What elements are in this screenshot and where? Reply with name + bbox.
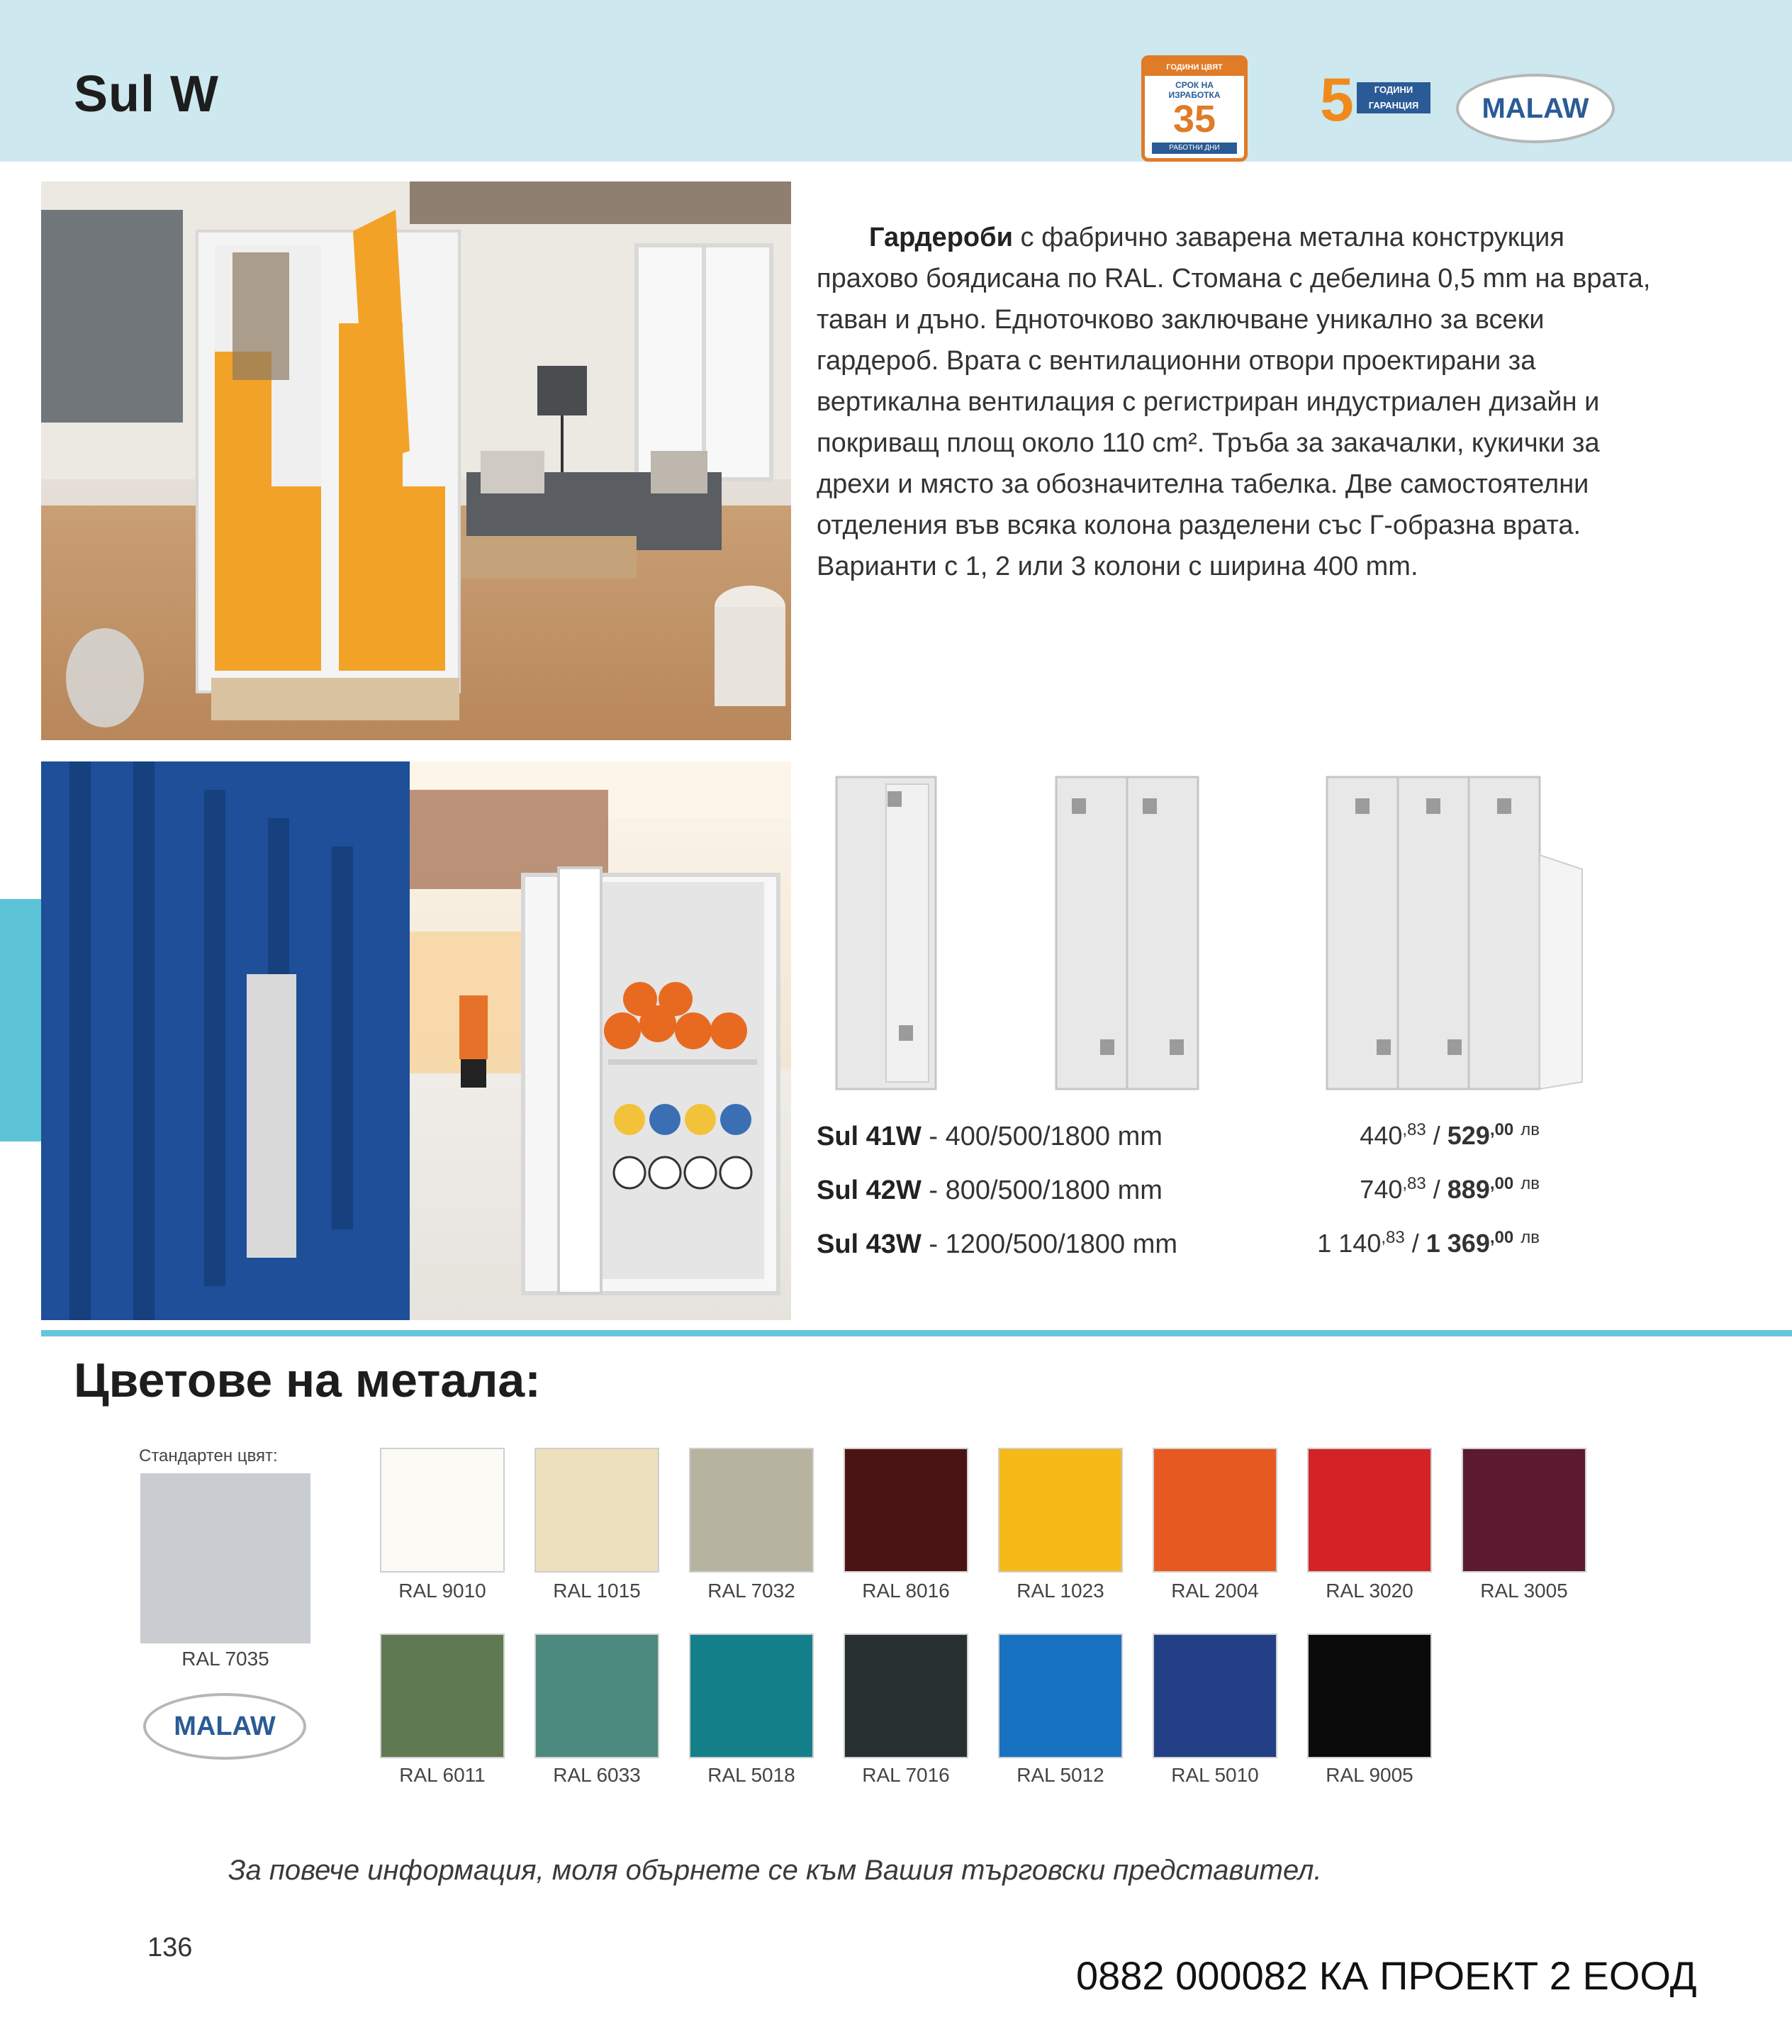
- swatch-ral-5010: [1153, 1633, 1277, 1758]
- currency: лв: [1521, 1120, 1540, 1139]
- model-dims: - 1200/500/1800 mm: [921, 1229, 1178, 1259]
- swatch-label: RAL 9010: [398, 1580, 486, 1602]
- living-room-illustration: [41, 181, 791, 740]
- production-time-badge: [1141, 55, 1248, 162]
- price-old: 1 140: [1317, 1229, 1382, 1258]
- price-new-decimals: ,00: [1489, 1120, 1514, 1139]
- price-old: 440: [1360, 1121, 1403, 1150]
- swatch-label: RAL 2004: [1171, 1580, 1259, 1602]
- currency: лв: [1521, 1228, 1540, 1247]
- locker-sul-41w: [836, 777, 936, 1089]
- swatch-label: RAL 1023: [1017, 1580, 1104, 1602]
- badge-days: 35: [1172, 98, 1216, 140]
- spec-row: [817, 1175, 1163, 1206]
- locker-room-illustration: [41, 761, 791, 1320]
- badge-mid-text: СРОК НА ИЗРАБОТКА: [1168, 80, 1221, 100]
- spec-row: [817, 1122, 1163, 1152]
- product-description: [817, 217, 1667, 587]
- model-dims: - 800/500/1800 mm: [921, 1175, 1163, 1205]
- standard-color-label: Стандартен цвят:: [139, 1446, 278, 1465]
- swatch-ral-1023: [998, 1448, 1123, 1573]
- price-old-decimals: ,83: [1402, 1174, 1426, 1193]
- description-lead: Гардероби: [869, 223, 1013, 252]
- price-new: 889: [1447, 1175, 1490, 1204]
- swatch-ral-9005: [1307, 1633, 1432, 1758]
- swatch-ral-7016: [844, 1633, 968, 1758]
- description-text: с фабрично заварена метална конструкция прахово боядисана по RAL. Стомана с дебелина 0,5 mm на врата, таван и дъно. Едноточково заключване уникално за всеки гардероб. Врата с вентилационни отвори проектирани за вертикална вентилация с регистриран индустриален дизайн и покриващ площ около 110 cm². Тръба за закачалки, кукички за дрехи и място за обозначителна табелка. Две самостоятелни отделения във всяка колона разделени със Г-образна врата. Варианти с 1, 2 или 3 колони с ширина 400 mm.: [817, 223, 1651, 581]
- model-name: Sul 42W: [817, 1175, 922, 1205]
- section-divider: [41, 1330, 1792, 1336]
- living-room-photo: [41, 181, 791, 740]
- price-new: 1 369: [1426, 1229, 1490, 1258]
- brand-logo-small: MALAW: [143, 1693, 306, 1760]
- price-row: $740^{,83} / 889^{,00}$ $^{лв}$: [1360, 1174, 1540, 1204]
- contact-footer: 0882 000082 КА ПРОЕКТ 2 ЕООД: [1076, 1953, 1697, 1998]
- warranty-number: 5: [1320, 66, 1354, 134]
- model-name: Sul 41W: [817, 1122, 922, 1151]
- colors-title: Цветове на метала:: [74, 1353, 541, 1407]
- price-new-decimals: ,00: [1489, 1174, 1514, 1193]
- page-number: 136: [147, 1933, 193, 1962]
- swatch-label: RAL 5010: [1171, 1764, 1259, 1786]
- swatch-ral-5018: [689, 1633, 814, 1758]
- warranty-text: ГОДИНИ ГАРАНЦИЯ: [1357, 82, 1430, 113]
- swatch-standard: [140, 1473, 310, 1643]
- price-row: 1 $140^{,83} / 1$ $369^{,00}$ $^{лв}$: [1317, 1228, 1540, 1258]
- swatch-ral-3005: [1462, 1448, 1586, 1573]
- swatch-ral-1015: [534, 1448, 659, 1573]
- model-dims: - 400/500/1800 mm: [921, 1122, 1163, 1151]
- swatch-ral-6011: [380, 1633, 505, 1758]
- model-name: Sul 43W: [817, 1229, 922, 1259]
- swatch-ral-3020: [1307, 1448, 1432, 1573]
- brand-logo: MALAW: [1456, 74, 1615, 143]
- page-title: Sul W: [74, 66, 219, 123]
- swatch-label: RAL 5018: [707, 1764, 795, 1786]
- swatch-ral-2004: [1153, 1448, 1277, 1573]
- badge-bottom-text: РАБОТНИ ДНИ: [1152, 143, 1237, 154]
- swatch-label: RAL 9005: [1326, 1764, 1413, 1786]
- locker-models-image: [831, 770, 1596, 1096]
- swatch-standard-label: RAL 7035: [181, 1648, 269, 1670]
- swatch-label: RAL 7032: [707, 1580, 795, 1602]
- price-old-decimals: ,83: [1402, 1120, 1426, 1139]
- swatch-ral-8016: [844, 1448, 968, 1573]
- badge-top-text: ГОДИНИ ЦВЯТ: [1145, 59, 1244, 76]
- currency: лв: [1521, 1174, 1540, 1193]
- swatch-label: RAL 6033: [553, 1764, 641, 1786]
- price-new-decimals: ,00: [1489, 1228, 1514, 1247]
- price-old-decimals: ,83: [1381, 1228, 1405, 1247]
- locker-sul-43w: [1327, 777, 1582, 1089]
- locker-room-photo: [41, 761, 791, 1320]
- swatch-ral-7032: [689, 1448, 814, 1573]
- price-new: 529: [1447, 1121, 1490, 1150]
- spec-row: [817, 1229, 1177, 1260]
- swatch-label: RAL 3020: [1326, 1580, 1413, 1602]
- swatch-label: RAL 7016: [862, 1764, 950, 1786]
- info-note: За повече информация, моля обърнете се към Вашия търговски представител.: [228, 1855, 1322, 1886]
- swatch-label: RAL 8016: [862, 1580, 950, 1602]
- swatch-label: RAL 3005: [1480, 1580, 1568, 1602]
- swatch-ral-6033: [534, 1633, 659, 1758]
- swatch-label: RAL 6011: [399, 1764, 486, 1786]
- price-old: 740: [1360, 1175, 1403, 1204]
- warranty-badge: [1320, 66, 1433, 134]
- swatch-label: RAL 1015: [553, 1580, 641, 1602]
- side-accent-tab: [0, 899, 43, 1141]
- swatch-ral-9010: [380, 1448, 505, 1573]
- locker-sul-42w: [1056, 777, 1198, 1089]
- swatch-ral-5012: [998, 1633, 1123, 1758]
- price-row: $440^{,83} / 529^{,00}$ $^{лв}$: [1360, 1120, 1540, 1150]
- swatch-label: RAL 5012: [1017, 1764, 1104, 1786]
